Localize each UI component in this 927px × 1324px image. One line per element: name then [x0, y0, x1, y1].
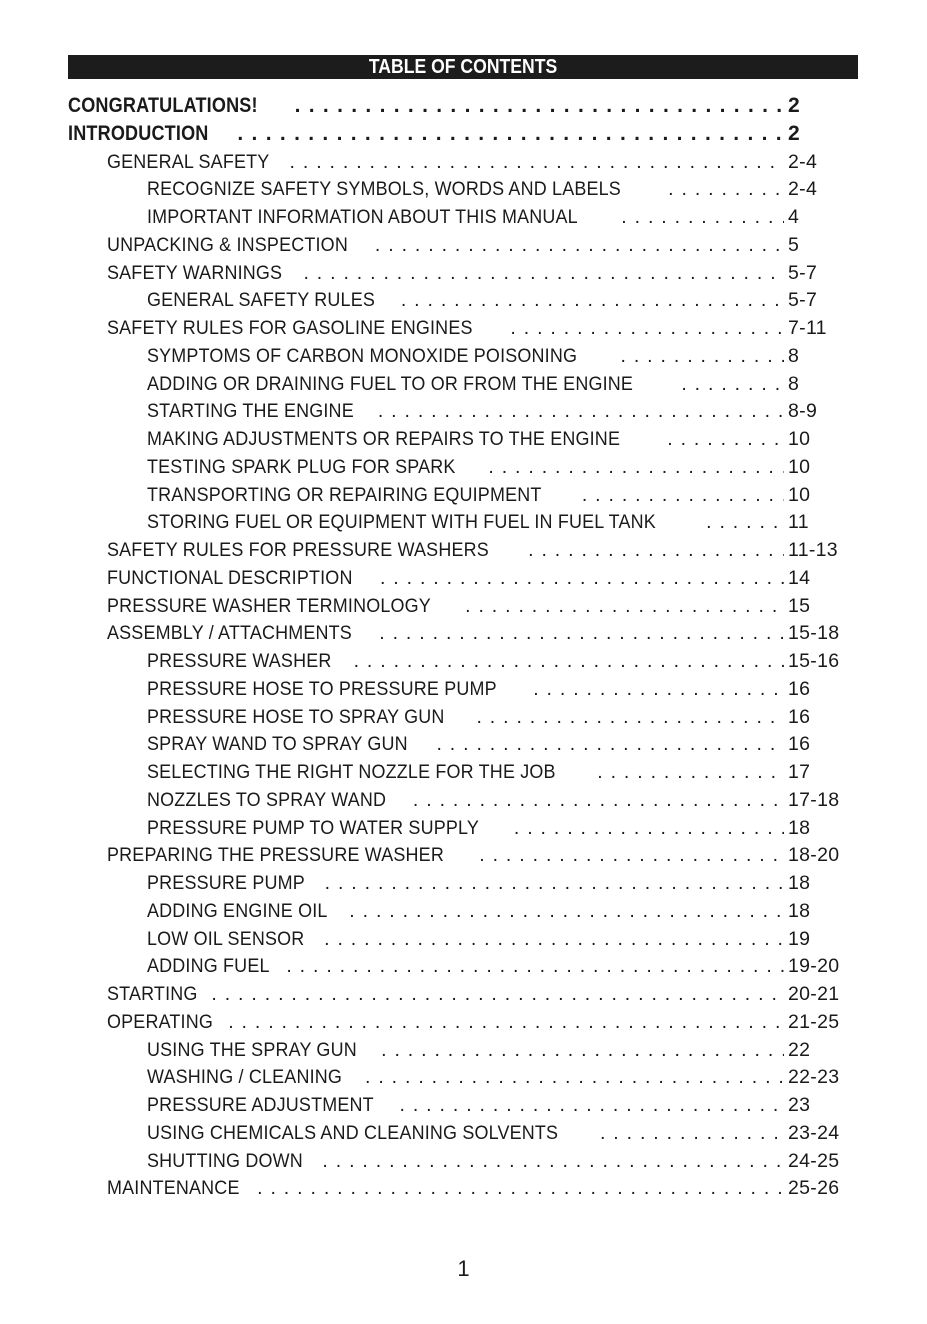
toc-entry[interactable] [107, 149, 839, 175]
toc-entry-label: PRESSURE HOSE TO SPRAY GUN [147, 705, 445, 728]
dot-leader [476, 704, 784, 730]
dot-leader [667, 426, 784, 452]
dot-leader [365, 1064, 784, 1090]
toc-entry-page: 2-4 [788, 178, 818, 201]
toc-entry[interactable] [147, 454, 839, 480]
toc-entry[interactable] [107, 620, 839, 646]
toc-entry-label: SYMPTOMS OF CARBON MONOXIDE POISONING [147, 344, 578, 367]
page-number: 1 [457, 1256, 470, 1281]
toc-entry-page: 10 [788, 428, 811, 450]
toc-entry-page: 19-20 [788, 955, 840, 978]
dot-leader [600, 1120, 784, 1146]
dot-leader [237, 121, 784, 147]
toc-entry[interactable] [147, 953, 839, 979]
toc-entry-label: GENERAL SAFETY RULES [147, 289, 376, 312]
toc-entry-label: SAFETY RULES FOR GASOLINE ENGINES [107, 317, 473, 339]
toc-entry[interactable] [107, 232, 839, 258]
toc-entry-page: 18-20 [788, 844, 840, 867]
toc-entry[interactable] [147, 676, 839, 702]
toc-entry-page: 5-7 [788, 289, 818, 312]
toc-entry-label: STORING FUEL OR EQUIPMENT WITH FUEL IN FUEL TANK [147, 511, 656, 534]
toc-entry-page: 15 [788, 594, 811, 617]
toc-entry[interactable] [147, 482, 839, 508]
toc-entry[interactable] [68, 93, 839, 119]
toc-entry-label: IMPORTANT INFORMATION ABOUT THIS MANUAL [147, 206, 578, 228]
dot-leader [375, 232, 784, 258]
toc-entry[interactable] [147, 648, 839, 674]
toc-entry[interactable] [147, 287, 839, 313]
toc-entry[interactable] [107, 1009, 839, 1035]
toc-entry-label: TRANSPORTING OR REPAIRING EQUIPMENT [147, 483, 542, 506]
toc-entry-page: 23 [788, 1094, 811, 1116]
dot-leader [379, 620, 784, 646]
toc-entry-page: 11-13 [788, 539, 838, 561]
dot-leader [354, 648, 784, 674]
toc-entry-label: SAFETY WARNINGS [107, 261, 283, 284]
toc-entry[interactable] [147, 398, 839, 424]
toc-entry[interactable] [107, 1175, 839, 1201]
toc-entry-label: MAKING ADJUSTMENTS OR REPAIRS TO THE ENGINE [147, 428, 621, 450]
toc-entry-page: 5 [788, 233, 800, 256]
dot-leader [257, 1175, 784, 1201]
toc-entry-label: INTRODUCTION [68, 121, 209, 145]
toc-entry-label: PREPARING THE PRESSURE WASHER [107, 844, 444, 867]
toc-entry-page: 20-21 [788, 983, 840, 1005]
toc-entry-page: 4 [788, 206, 800, 228]
toc-entry-label: WASHING / CLEANING [147, 1066, 343, 1089]
toc-entry-page: 17-18 [788, 788, 840, 811]
toc-entry-label: USING CHEMICALS AND CLEANING SOLVENTS [147, 1121, 559, 1144]
dot-leader [286, 953, 784, 979]
toc-entry-page: 23-24 [788, 1121, 840, 1144]
dot-leader [597, 759, 784, 785]
toc-entry-page: 10 [788, 455, 811, 478]
dot-leader [380, 565, 784, 591]
toc-entry[interactable] [147, 1092, 839, 1118]
toc-entry-page: 16 [788, 733, 811, 756]
toc-entry-page: 8 [788, 372, 800, 395]
toc-entry-label: CONGRATULATIONS! [68, 94, 258, 117]
dot-leader [479, 842, 784, 868]
dot-leader [381, 1037, 784, 1063]
toc-entry-label: PRESSURE PUMP TO WATER SUPPLY [147, 816, 479, 839]
toc-entry[interactable] [147, 176, 839, 202]
dot-leader [621, 204, 784, 230]
toc-entry-page: 24-25 [788, 1149, 840, 1172]
toc-entry-label: ADDING FUEL [147, 955, 270, 978]
toc-entry-label: PRESSURE ADJUSTMENT [147, 1094, 374, 1116]
toc-entry-page: 7-11 [788, 317, 827, 339]
toc-entry[interactable] [147, 898, 839, 924]
toc-entry-label: PRESSURE PUMP [147, 872, 305, 894]
toc-entry-page: 10 [788, 483, 811, 506]
dot-leader [681, 371, 784, 397]
toc-entry-label: NOZZLES TO SPRAY WAND [147, 788, 387, 811]
toc-entry-label: UNPACKING & INSPECTION [107, 233, 348, 256]
toc-entry-label: PRESSURE HOSE TO PRESSURE PUMP [147, 677, 497, 700]
toc-entry-page: 16 [788, 705, 811, 728]
toc-entry-label: SPRAY WAND TO SPRAY GUN [147, 733, 408, 756]
toc-entry-page: 14 [788, 566, 811, 589]
toc-entry-page: 8-9 [788, 400, 818, 423]
toc-entry[interactable] [147, 1148, 839, 1174]
toc-entry-page: 22-23 [788, 1066, 840, 1089]
toc-entry[interactable] [147, 426, 839, 452]
toc-entry[interactable] [147, 1064, 839, 1090]
toc-entry-page: 16 [788, 677, 811, 700]
dot-leader [349, 898, 784, 924]
dot-leader [488, 454, 784, 480]
dot-leader [228, 1009, 784, 1035]
toc-entry-page: 18 [788, 816, 811, 839]
dot-leader [436, 731, 784, 757]
toc-entry-page: 21-25 [788, 1010, 840, 1033]
dot-leader [400, 1092, 784, 1118]
dot-leader [378, 398, 784, 424]
dot-leader [582, 482, 784, 508]
toc-entry-label: ADDING OR DRAINING FUEL TO OR FROM THE ENGINE [147, 372, 634, 395]
toc-entry[interactable] [68, 121, 839, 147]
toc-entry-label: OPERATING [107, 1010, 213, 1033]
dot-leader [533, 676, 784, 702]
toc-entry-label: RECOGNIZE SAFETY SYMBOLS, WORDS AND LABELS [147, 178, 621, 201]
dot-leader [325, 870, 784, 896]
toc-entry-label: GENERAL SAFETY [107, 150, 270, 173]
dot-leader [706, 509, 784, 535]
toc-entry-page: 2-4 [788, 150, 818, 173]
toc-entry[interactable] [147, 1120, 839, 1146]
dot-leader [413, 787, 784, 813]
toc-entry[interactable] [147, 704, 839, 730]
toc-entry-page: 15-18 [788, 622, 840, 645]
toc-entry-label: MAINTENANCE [107, 1177, 240, 1200]
dot-leader [668, 176, 784, 202]
toc-entry-label: ADDING ENGINE OIL [147, 899, 328, 922]
dot-leader [510, 315, 784, 341]
dot-leader [295, 93, 784, 119]
toc-entry[interactable] [147, 815, 839, 841]
dot-leader [324, 926, 784, 952]
toc-entry-page: 19 [788, 927, 811, 950]
toc-entry-page: 15-16 [788, 650, 840, 672]
toc-title-bar [68, 55, 858, 79]
toc-entry-label: USING THE SPRAY GUN [147, 1038, 357, 1061]
toc-entry-page: 2 [788, 94, 800, 117]
toc-entry[interactable] [107, 537, 839, 563]
toc-entry[interactable] [147, 509, 839, 535]
toc-entry[interactable] [147, 926, 839, 952]
toc-title: TABLE OF CONTENTS [368, 56, 558, 78]
toc-entry[interactable] [147, 204, 839, 230]
toc-entry-page: 22 [788, 1038, 811, 1061]
dot-leader [528, 537, 784, 563]
dot-leader [303, 260, 784, 286]
toc-entry-page: 17 [788, 761, 811, 783]
toc-entry-label: STARTING [107, 983, 198, 1005]
dot-leader [322, 1148, 784, 1174]
toc-entry[interactable] [147, 870, 839, 896]
toc-entry[interactable] [107, 981, 839, 1007]
toc-entry[interactable] [147, 731, 839, 757]
toc-entry[interactable] [107, 593, 839, 619]
toc-entry[interactable] [147, 1037, 839, 1063]
toc-entry[interactable] [107, 260, 839, 286]
toc-entry[interactable] [147, 343, 839, 369]
toc-entry-label: PRESSURE WASHER TERMINOLOGY [107, 594, 431, 617]
toc-entry-label: SAFETY RULES FOR PRESSURE WASHERS [107, 539, 489, 561]
dot-leader [621, 343, 784, 369]
dot-leader [211, 981, 784, 1007]
toc-entry-page: 5-7 [788, 261, 818, 284]
toc-entry[interactable] [107, 565, 839, 591]
toc-entry-page: 2 [788, 121, 800, 145]
toc-entry[interactable] [147, 371, 839, 397]
toc-entry-label: PRESSURE WASHER [147, 650, 332, 672]
toc-entry[interactable] [107, 842, 839, 868]
toc-entry-label: FUNCTIONAL DESCRIPTION [107, 566, 353, 589]
toc-entry-label: TESTING SPARK PLUG FOR SPARK [147, 455, 456, 478]
dot-leader [465, 593, 784, 619]
toc-entry-page: 8 [788, 344, 800, 367]
toc-entry-label: SHUTTING DOWN [147, 1149, 303, 1172]
dot-leader [514, 815, 784, 841]
toc-entry-page: 18 [788, 872, 811, 894]
toc-entry-page: 25-26 [788, 1177, 840, 1200]
toc-entry-page: 11 [788, 511, 809, 534]
toc-entry-label: SELECTING THE RIGHT NOZZLE FOR THE JOB [147, 761, 556, 783]
toc-entry[interactable] [147, 759, 839, 785]
toc-entry-label: STARTING THE ENGINE [147, 400, 354, 423]
dot-leader [290, 149, 784, 175]
toc-entry-label: LOW OIL SENSOR [147, 927, 305, 950]
toc-entry-label: ASSEMBLY / ATTACHMENTS [107, 622, 352, 645]
toc-entry[interactable] [107, 315, 839, 341]
toc-entry-page: 18 [788, 899, 811, 922]
toc-entry[interactable] [147, 787, 839, 813]
dot-leader [401, 287, 784, 313]
